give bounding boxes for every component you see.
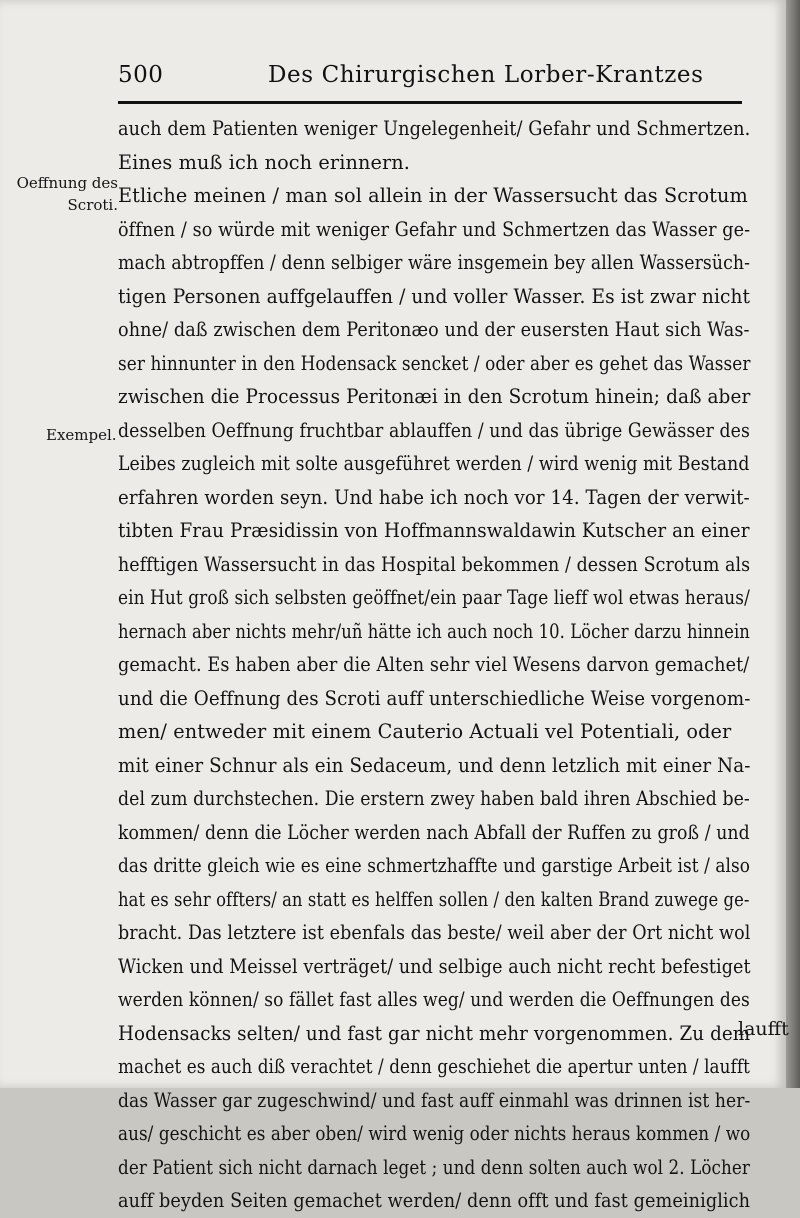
text-line: ohne/ daß zwischen dem Peritonæo und der eusersten Haut sich Was- [118, 318, 750, 341]
text-line: ser hinnunter in den Hodensack sencket / oder aber es gehet das Wasser [118, 351, 751, 375]
text-line: men/ entweder mit einem Cauterio Actuali vel Potentiali, oder [118, 720, 732, 743]
header-rule [118, 101, 742, 104]
marginal-note-exempel: Exempel. [46, 426, 117, 444]
text-line: öffnen / so würde mit weniger Gefahr und Schmertzen das Wasser ge- [118, 217, 751, 241]
text-line: gemacht. Es haben aber die Alten sehr viel Wesens darvon gemachet/ [118, 653, 750, 676]
page-number: 500 [118, 62, 164, 88]
text-line: Etliche meinen / man sol allein in der Wassersucht das Scrotum [118, 184, 748, 207]
text-line: Hodensacks selten/ und fast gar nicht mehr vorgenommen. Zu dem [118, 1021, 751, 1045]
text-line: mit einer Schnur als ein Sedaceum, und denn letzlich mit einer Na- [118, 753, 751, 777]
catchword: laufft [738, 1018, 789, 1040]
text-line: Leibes zugleich mit solte ausgeführet werden / wird wenig mit Bestand [118, 452, 750, 475]
page-header [118, 58, 748, 98]
text-line: auff beyden Seiten gemachet werden/ denn offt und fast gemeiniglich [118, 1189, 751, 1212]
text-line: zwischen die Processus Peritonæi in den Scrotum hinein; daß aber [118, 385, 751, 408]
text-line: erfahren worden seyn. Und habe ich noch vor 14. Tagen der verwit- [118, 485, 750, 509]
text-line: machet es auch diß verachtet / denn geschiehet die apertur unten / laufft [118, 1055, 750, 1078]
text-line: ein Hut groß sich selbsten geöffnet/ein paar Tage lieff wol etwas heraus/ [118, 586, 750, 609]
text-line: Wicken und Meissel verträget/ und selbige auch nicht recht befestiget [118, 954, 751, 978]
text-line: das Wasser gar zugeschwind/ und fast auff einmahl was drinnen ist her- [118, 1088, 751, 1112]
text-line: tibten Frau Præsidissin von Hoffmannswaldawin Kutscher an einer [118, 519, 750, 542]
text-line: kommen/ denn die Löcher werden nach Abfall der Ruffen zu groß / und [118, 820, 750, 844]
book-spine-shadow [786, 0, 800, 1088]
text-line: tigen Personen auffgelauffen / und voller Wasser. Es ist zwar nicht [118, 284, 751, 308]
text-line: desselben Oeffnung fruchtbar ablauffen / und das übrige Gewässer des [118, 418, 750, 442]
text-line: bracht. Das letztere ist ebenfals das beste/ weil aber der Ort nicht wol [118, 921, 751, 944]
text-line: aus/ geschicht es aber oben/ wird wenig oder nichts heraus kommen / wo [118, 1122, 751, 1145]
text-line: werden können/ so fället fast alles weg/ und werden die Oeffnungen des [118, 988, 750, 1011]
text-line: mach abtropffen / denn selbiger wäre insgemein bey allen Wassersüch- [118, 251, 751, 274]
running-head: Des Chirurgischen Lorber-Krantzes [268, 62, 704, 88]
text-line: Eines muß ich noch erinnern. [118, 150, 411, 174]
text-line: del zum durchstechen. Die erstern zwey haben bald ihren Abschied be- [118, 787, 750, 810]
text-line: hefftigen Wassersucht in das Hospital bekommen / dessen Scrotum als [118, 552, 751, 576]
text-line: das dritte gleich wie es eine schmertzhaffte und garstige Arbeit ist / also [118, 854, 751, 877]
text-line: der Patient sich nicht darnach leget ; und denn solten auch wol 2. Löcher [118, 1155, 750, 1179]
text-line: hernach aber nichts mehr/uñ hätte ich auch noch 10. Löcher darzu hinnein [118, 619, 750, 643]
text-line: hat es sehr offters/ an statt es helffen sollen / den kalten Brand zuwege ge- [118, 887, 750, 911]
body-text [118, 112, 758, 1218]
text-line: und die Oeffnung des Scroti auff unterschiedliche Weise vorgenom- [118, 686, 751, 710]
text-line: auch dem Patienten weniger Ungelegenheit/ Gefahr und Schmertzen. [118, 117, 751, 140]
marginal-note-oeffnung: Oeffnung des Scroti. [16, 174, 118, 214]
